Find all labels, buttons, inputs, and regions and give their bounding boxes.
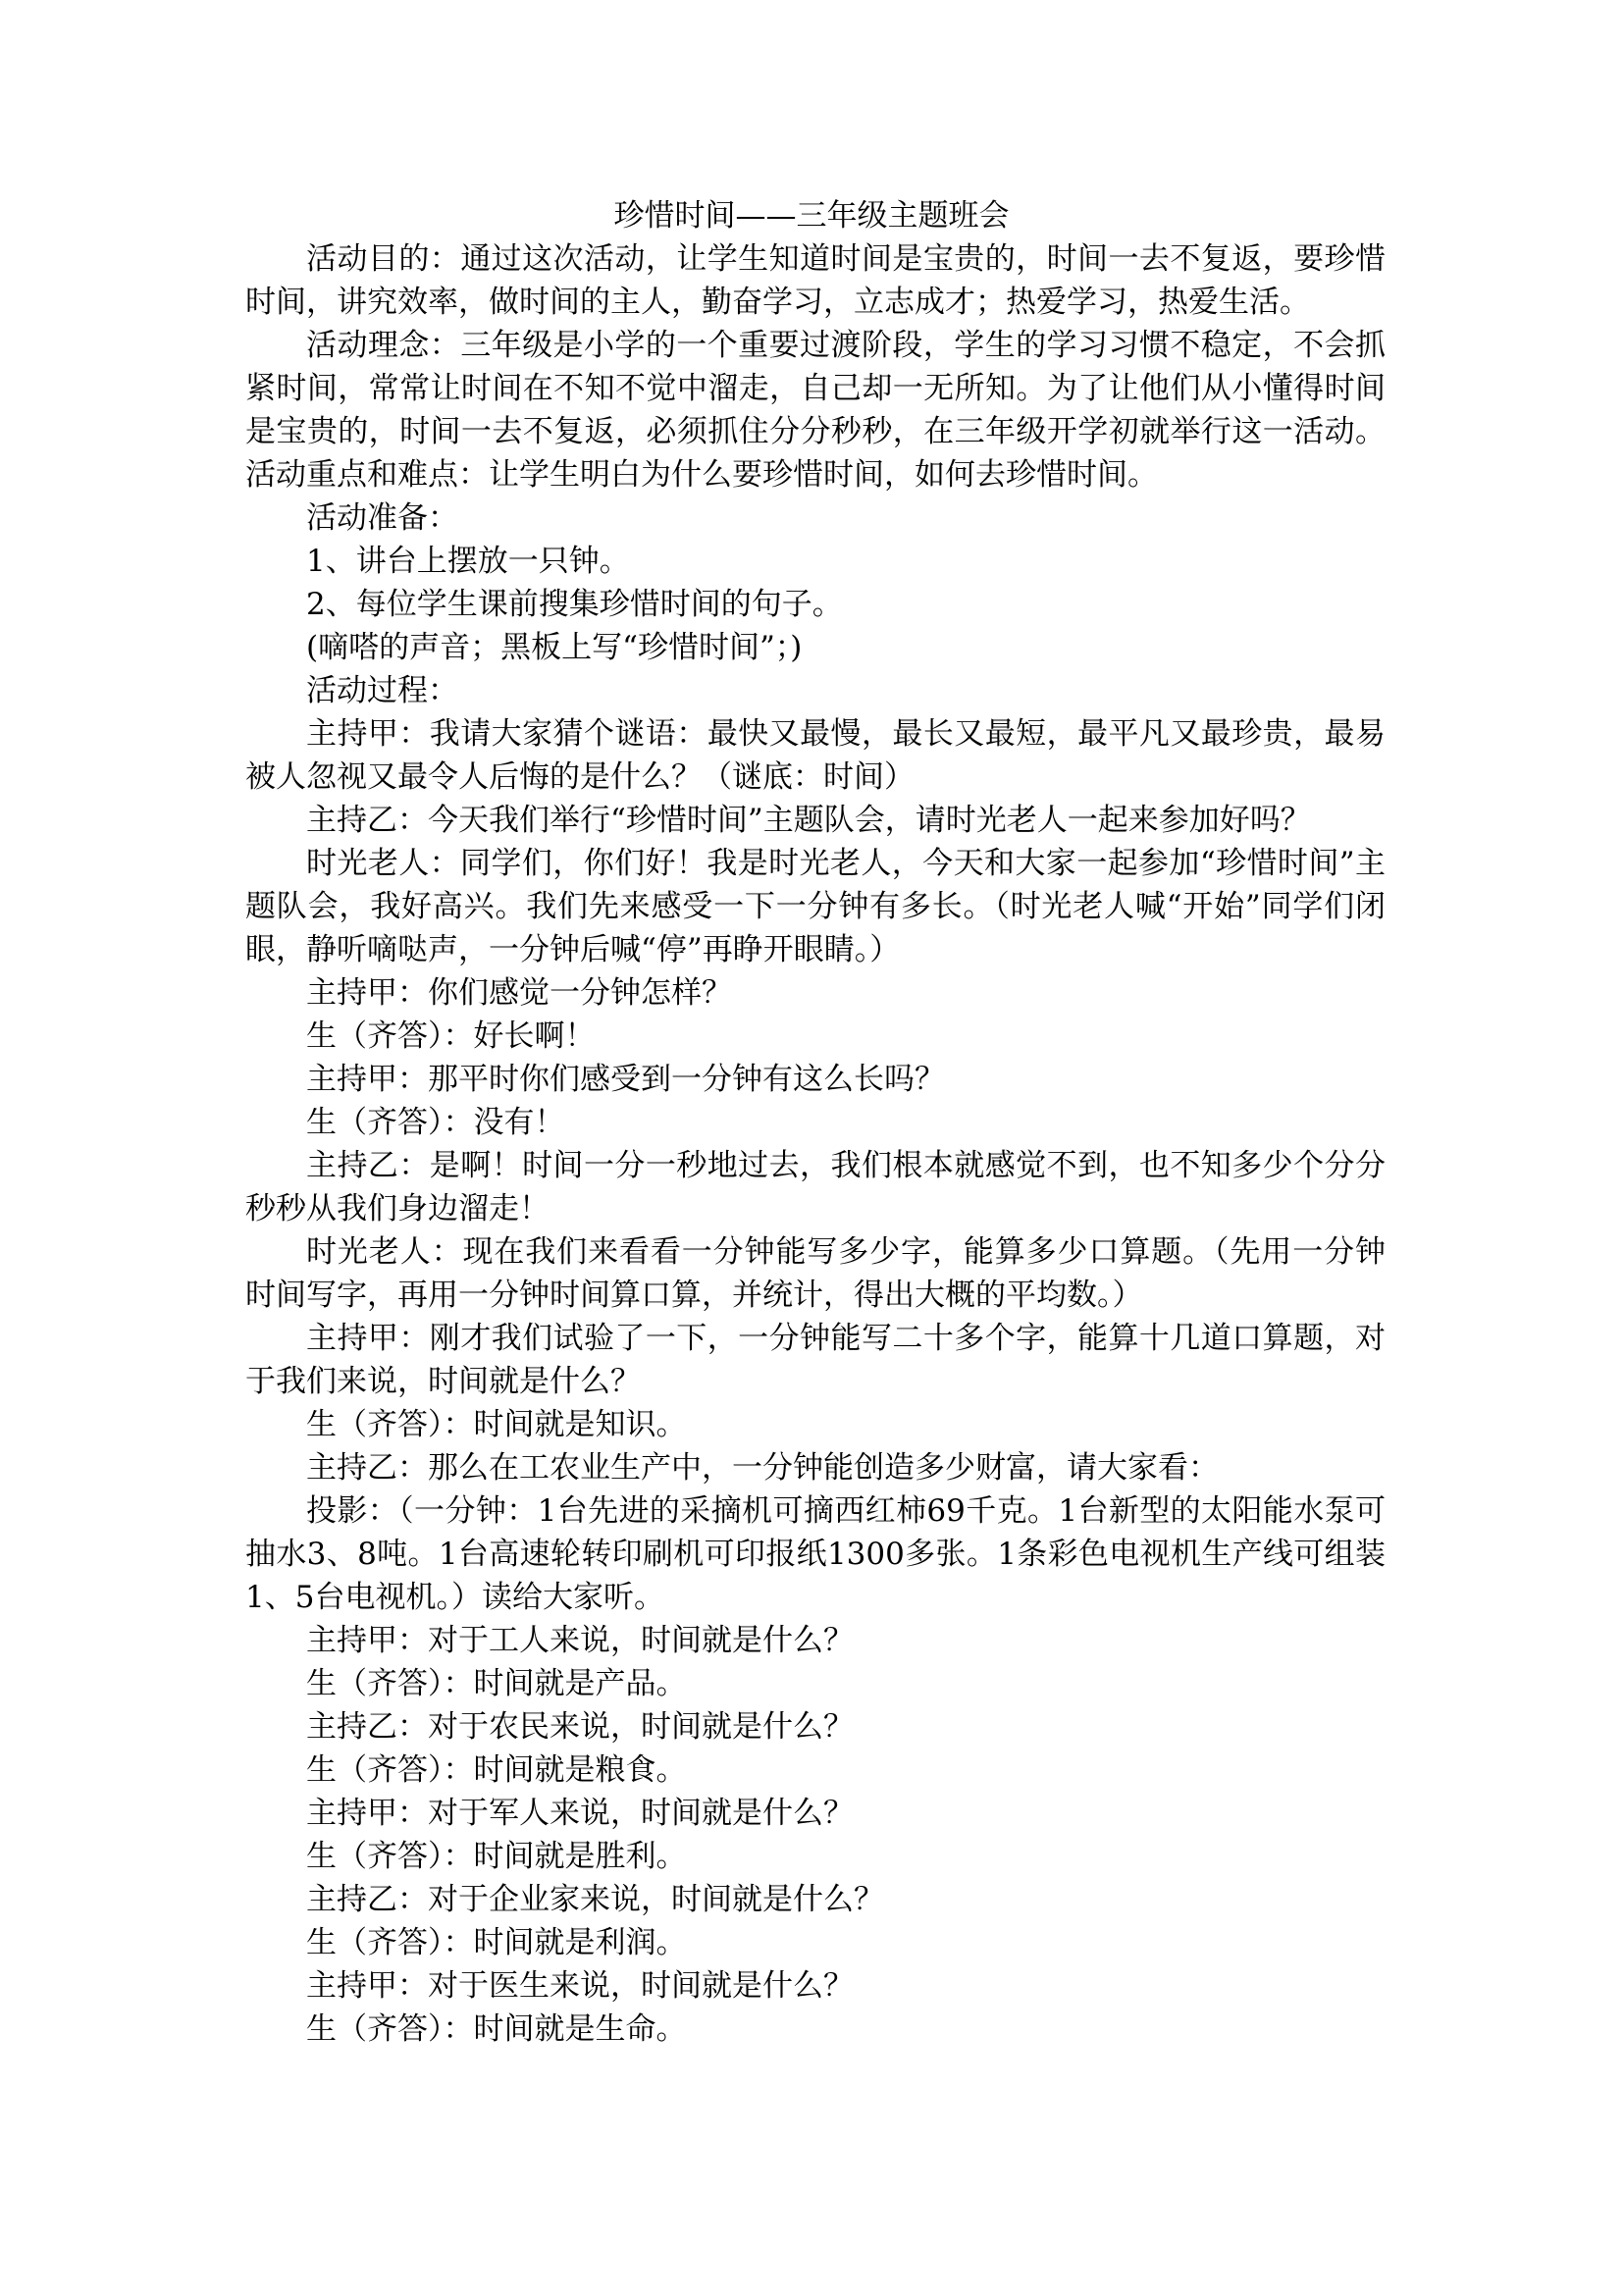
- dialogue-line: 投影：（一分钟：1台先进的采摘机可摘西红柿69千克。1台新型的太阳能水泵可抽水3、8吨。1台高速轮转印刷机可印报纸1300多张。1条彩色电视机生产线可组装1、5台电视机。）读给大家听。: [245, 1493, 1386, 1615]
- dialogue-line: 时光老人：现在我们来看看一分钟能写多少字，能算多少口算题。（先用一分钟时间写字，再用一分钟时间算口算，并统计，得出大概的平均数。）: [245, 1234, 1386, 1313]
- dialogue-line: 生（齐答）：时间就是知识。: [306, 1407, 687, 1442]
- paragraph-preparation-item-2: 2、每位学生课前搜集珍惜时间的句子。: [306, 587, 843, 622]
- dialogue-line: 主持乙：今天我们举行“珍惜时间”主题队会，请时光老人一起来参加好吗？: [306, 803, 1311, 838]
- dialogue-line: 生（齐答）：时间就是利润。: [306, 1925, 687, 1960]
- paragraph-stage-note: (嘀嗒的声音；黑板上写“珍惜时间”；): [306, 630, 803, 665]
- dialogue-line: 主持甲：对于医生来说，时间就是什么？: [306, 1968, 854, 2004]
- paragraph-preparation-heading: 活动准备：: [306, 500, 458, 536]
- dialogue-line: 主持乙：对于农民来说，时间就是什么？: [306, 1709, 854, 1745]
- dialogue-line: 主持乙：是啊！时间一分一秒地过去，我们根本就感觉不到，也不知多少个分分秒秒从我们身边溜走！: [245, 1148, 1386, 1226]
- dialogue-line: 主持甲：那平时你们感受到一分钟有这么长吗？: [306, 1062, 945, 1097]
- dialogue-line: 生（齐答）：时间就是粮食。: [306, 1752, 687, 1788]
- paragraph-concept: 活动理念：三年级是小学的一个重要过渡阶段，学生的学习习惯不稳定，不会抓紧时间，常常让时间在不知不觉中溜走，自己却一无所知。为了让他们从小懂得时间是宝贵的，时间一去不复返，必须抓住分分秒秒，在三年级开学初就举行这一活动。活动重点和难点：让学生明白为什么要珍惜时间，如何去珍惜时间。: [245, 328, 1386, 493]
- dialogue-line: 主持乙：对于企业家来说，时间就是什么？: [306, 1882, 884, 1917]
- dialogue-line: 主持甲：对于军人来说，时间就是什么？: [306, 1796, 854, 1831]
- dialogue-line: 生（齐答）：时间就是胜利。: [306, 1839, 687, 1874]
- dialogue-line: 时光老人：同学们，你们好！我是时光老人，今天和大家一起参加“珍惜时间”主题队会，我好高兴。我们先来感受一下一分钟有多长。（时光老人喊“开始”同学们闭眼，静听嘀哒声，一分钟后喊“停”再睁开眼睛。）: [245, 846, 1386, 967]
- dialogue-line: 生（齐答）：好长啊！: [306, 1018, 596, 1054]
- document-body: [245, 237, 1386, 2051]
- paragraph-preparation-item-1: 1、讲台上摆放一只钟。: [306, 544, 630, 579]
- dialogue-line: 生（齐答）：没有！: [306, 1105, 565, 1140]
- document-title: 珍惜时间——三年级主题班会: [613, 198, 1010, 234]
- dialogue-line: 主持甲：你们感觉一分钟怎样？: [306, 975, 732, 1011]
- paragraph-purpose: 活动目的：通过这次活动，让学生知道时间是宝贵的，时间一去不复返，要珍惜时间，讲究效率，做时间的主人，勤奋学习，立志成才；热爱学习，热爱生活。: [245, 241, 1386, 320]
- dialogue-line: 主持乙：那么在工农业生产中，一分钟能创造多少财富，请大家看：: [306, 1450, 1219, 1486]
- dialogue-line: 生（齐答）：时间就是产品。: [306, 1666, 687, 1701]
- dialogue-line: 主持甲：刚才我们试验了一下，一分钟能写二十多个字，能算十几道口算题，对于我们来说，时间就是什么？: [245, 1321, 1386, 1399]
- dialogue-line: 主持甲：对于工人来说，时间就是什么？: [306, 1623, 854, 1658]
- paragraph-process-heading: 活动过程：: [306, 673, 458, 708]
- dialogue-line: 生（齐答）：时间就是生命。: [306, 2011, 687, 2047]
- dialogue-line: 主持甲：我请大家猜个谜语：最快又最慢，最长又最短，最平凡又最珍贵，最易被人忽视又最令人后悔的是什么？（谜底：时间）: [245, 716, 1386, 795]
